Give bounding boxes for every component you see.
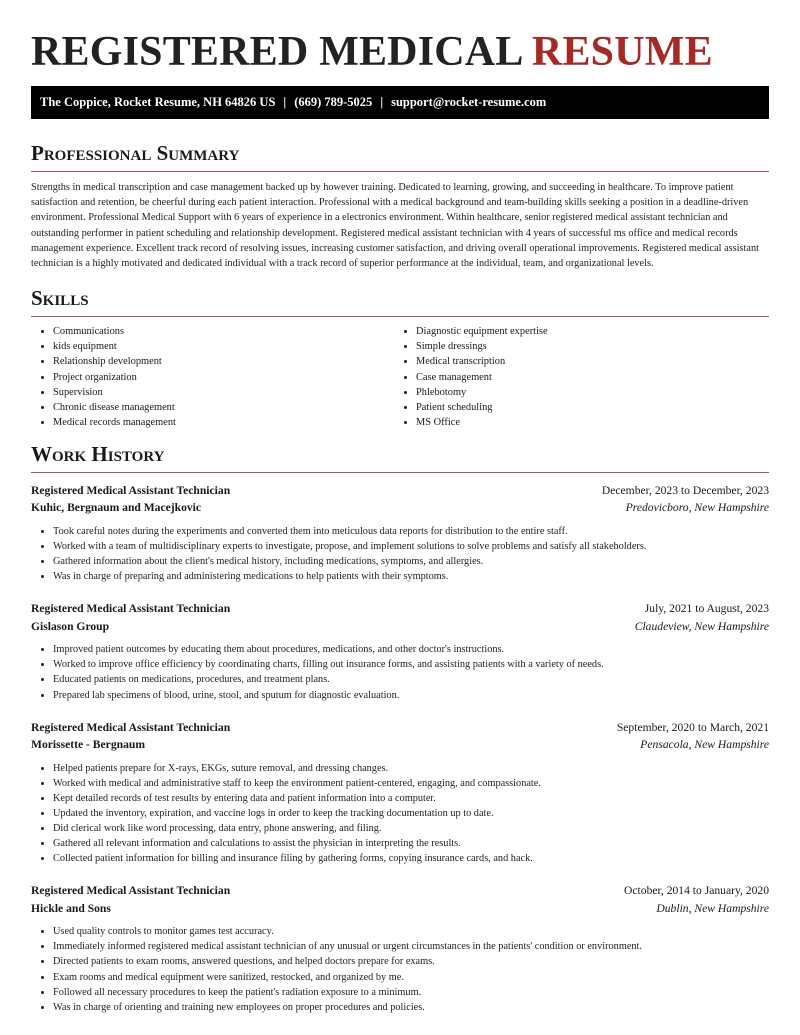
job-company-row — [31, 618, 769, 636]
job-title: Registered Medical Assistant Technician — [31, 602, 231, 616]
skill-item: • Communications — [53, 324, 394, 339]
job-duty-item: • Exam rooms and medical equipment were sanitized, restocked, and organized by me. — [53, 970, 769, 985]
job-duty-item: • Used quality controls to monitor games test accuracy. — [53, 924, 769, 939]
job-title: Registered Medical Assistant Technician — [31, 720, 231, 734]
job-company: Gislason Group — [31, 619, 110, 633]
job-duty-item: • Gathered information about the client's medical history, including medications, symptoms, and allergies. — [53, 554, 769, 569]
job-title: Registered Medical Assistant Technician — [31, 884, 231, 898]
job-company-row — [31, 900, 769, 918]
skill-item: • MS Office — [416, 415, 757, 430]
job-header-row — [31, 600, 769, 618]
job-company-row — [31, 499, 769, 517]
job-entry — [31, 482, 769, 584]
job-header-row — [31, 482, 769, 500]
job-duties-list — [31, 924, 769, 1015]
job-duty-item: • Was in charge of preparing and administering medications to help patients with their symptoms. — [53, 569, 769, 584]
skills-right-list — [394, 324, 757, 430]
skill-item: • Chronic disease management — [53, 400, 394, 415]
skill-item: • kids equipment — [53, 339, 394, 354]
skills-list — [31, 324, 769, 430]
job-location: Claudeview, New Hampshire — [634, 619, 769, 633]
work-history-heading: Work History — [31, 442, 769, 473]
job-company: Kuhic, Bergnaum and Macejkovic — [31, 501, 202, 515]
job-duty-item: • Was in charge of orienting and training new employees on proper procedures and policies. — [53, 1000, 769, 1015]
job-title: Registered Medical Assistant Technician — [31, 483, 231, 497]
skill-item: • Relationship development — [53, 354, 394, 369]
job-duty-item: • Helped patients prepare for X-rays, EKGs, suture removal, and dressing changes. — [53, 761, 769, 776]
job-location: Predovicboro, New Hampshire — [625, 501, 769, 515]
job-location: Dublin, New Hampshire — [656, 901, 769, 915]
job-company: Morissette - Bergnaum — [31, 738, 145, 752]
job-duties-list — [31, 642, 769, 702]
job-company-row — [31, 736, 769, 754]
job-duty-item: • Kept detailed records of test results by entering data and patient information into a computer. — [53, 791, 769, 806]
job-dates: September, 2020 to March, 2021 — [616, 720, 769, 734]
title-accent: RESUME — [531, 29, 713, 75]
resume-title — [31, 0, 769, 76]
skill-item: • Diagnostic equipment expertise — [416, 324, 757, 339]
job-duty-item: • Immediately informed registered medical assistant technician of any unusual or urgent circumstances in the patients' condition or environment. — [53, 939, 769, 954]
job-duties-list — [31, 524, 769, 584]
job-duty-item: • Updated the inventory, expiration, and vaccine logs in order to keep the tracking documentation up to date. — [53, 806, 769, 821]
job-duty-item: • Took careful notes during the experiments and converted them into meticulous data reports for distribution to the entire staff. — [53, 524, 769, 539]
skill-item: • Case management — [416, 370, 757, 385]
job-entry — [31, 600, 769, 702]
job-duty-item: • Worked with medical and administrative staff to keep the environment patient-centered, engaging, and compassionate. — [53, 776, 769, 791]
contact-separator: | — [283, 95, 287, 109]
job-duty-item: • Worked with a team of multidisciplinary experts to investigate, propose, and implement solutions to solve problems and satisfy all stakeholders. — [53, 539, 769, 554]
work-history-list — [31, 482, 769, 1015]
contact-address: The Coppice, Rocket Resume, NH 64826 US — [40, 95, 276, 109]
skill-item: • Supervision — [53, 385, 394, 400]
skills-heading: Skills — [31, 286, 769, 317]
job-company: Hickle and Sons — [31, 901, 111, 915]
contact-email[interactable]: support@rocket-resume.com — [391, 95, 547, 109]
job-duty-item: • Improved patient outcomes by educating them about procedures, medications, and other doctor's instructions. — [53, 642, 769, 657]
summary-heading: Professional Summary — [31, 141, 769, 172]
job-location: Pensacola, New Hampshire — [640, 738, 769, 752]
job-dates: December, 2023 to December, 2023 — [601, 483, 769, 497]
skills-column-left — [31, 324, 394, 430]
job-duty-item: • Collected patient information for billing and insurance filing by gathering forms, copying insurance cards, and hack. — [53, 851, 769, 866]
skill-item: • Phlebotomy — [416, 385, 757, 400]
skill-item: • Patient scheduling — [416, 400, 757, 415]
skills-left-list — [31, 324, 394, 430]
contact-separator: | — [380, 95, 384, 109]
job-header-row — [31, 719, 769, 737]
job-header-row — [31, 882, 769, 900]
skill-item: • Medical records management — [53, 415, 394, 430]
job-entry — [31, 719, 769, 867]
job-duty-item: • Prepared lab specimens of blood, urine, stool, and sputum for diagnostic evaluation. — [53, 688, 769, 703]
job-dates: July, 2021 to August, 2023 — [644, 602, 769, 616]
contact-bar — [31, 86, 769, 119]
job-duty-item: • Educated patients on medications, procedures, and treatment plans. — [53, 672, 769, 687]
job-duty-item: • Gathered all relevant information and calculations to assist the physician in interpreting the results. — [53, 836, 769, 851]
job-duty-item: • Worked to improve office efficiency by coordinating charts, filling out insurance forms, and assisting patients with a variety of needs. — [53, 657, 769, 672]
job-dates: October, 2014 to January, 2020 — [624, 884, 769, 898]
skill-item: • Project organization — [53, 370, 394, 385]
contact-phone: (669) 789-5025 — [294, 95, 373, 109]
job-duty-item: • Followed all necessary procedures to keep the patient's radiation exposure to a minimum. — [53, 985, 769, 1000]
summary-text: Strengths in medical transcription and case management backed up by however training. Dedicated to learning, growing, and succeeding in healthcare. To improve patient satisfaction and retention, be cheerful during each patient interaction. Professional with a medical background and team-building skills seeking a position in a deadline-driven environment. Professional Medical Support with 6 years of experience in a electronics environment. Within healthcare, senior registered medical assistant technician and outstanding performer in patient scheduling and relationship development. Registered medical assistant technician with 4 years of successful ms office and medical records management experience. Excellent track record of resolving issues, increasing customer satisfaction, and driving overall operational improvements. Registered medical assistant technician is a highly motivated and dedicated individual with a track record of superior performance at the individual, team, and organizational levels. — [31, 182, 759, 270]
job-duty-item: • Directed patients to exam rooms, answered questions, and helped doctors prepare for exams. — [53, 954, 769, 969]
job-entry — [31, 882, 769, 1015]
skills-column-right — [394, 324, 757, 430]
title-main: REGISTERED MEDICAL — [31, 29, 522, 75]
skill-item: • Medical transcription — [416, 354, 757, 369]
job-duty-item: • Did clerical work like word processing, data entry, phone answering, and filing. — [53, 821, 769, 836]
skill-item: • Simple dressings — [416, 339, 757, 354]
job-duties-list — [31, 761, 769, 867]
